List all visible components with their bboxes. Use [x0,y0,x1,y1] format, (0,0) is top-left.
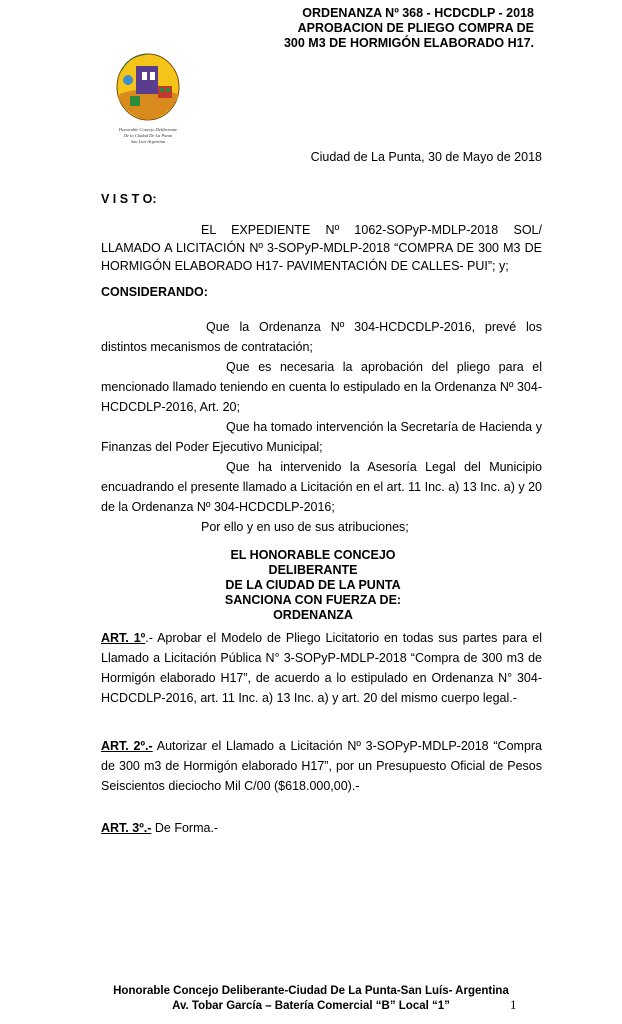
article-text: .- Aprobar el Modelo de Pliego Licitatorio en todas sus partes para el Llamado a Licitación Pública N° 3-SOPyP-MDLP-2018 “Compra de 300 m3 de Hormigón elaborado H17”, de acuerdo a lo estipulado en Ordenanza N° 304-HCDCDLP-2016, art. 11 Inc. a) 13 Inc. a) y art. 20 del mismo cuerpo legal.- [101,631,542,705]
article-text: Autorizar el Llamado a Licitación Nº 3-SOPyP-MDLP-2018 “Compra de 300 m3 de Hormigón elaborado H17”, por un Presupuesto Oficial de Pesos Seiscientos dieciocho Mil C/00 ($618.000,00).- [101,739,543,793]
article-3 [101,818,542,838]
sanciona-line: DE LA CIUDAD DE LA PUNTA [225,578,401,592]
council-logo [108,50,188,150]
considerando-paragraph: Que ha intervenido la Asesoría Legal del Municipio encuadrando el presente llamado a Licitación en el art. 11 Inc. a) 13 Inc. a) y 20 de la Ordenanza Nº 304-HCDCDLP-2016; [101,460,543,514]
considerando-paragraph: Por ello y en uso de sus atribuciones; [201,520,409,534]
article-label: ART. 2º.- [101,739,153,753]
sanciona-line: ORDENANZA [273,608,353,622]
sanciona-block [200,548,426,623]
footer-line2: Av. Tobar García – Batería Comercial “B” Local “1” [172,1000,450,1012]
place-date: Ciudad de La Punta, 30 de Mayo de 2018 [310,150,542,164]
sanciona-line: SANCIONA CON FUERZA DE: [224,593,402,607]
sanciona-line: EL HONORABLE CONCEJO DELIBERANTE [230,548,396,577]
logo-caption: Honorable Concejo Deliberante [118,127,178,132]
considerando-heading: CONSIDERANDO: [101,285,208,299]
council-emblem-icon [108,50,188,122]
considerando-paragraph: Que es necesaria la aprobación del pliego para el mencionado llamado teniendo en cuenta lo estipulado en la Ordenanza Nº 304-HCDCDLP-2016, Art. 20; [101,360,542,414]
article-2 [101,736,542,796]
article-label: ART. 3º.- [101,821,152,835]
logo-caption: San Luis Argentina [130,139,166,144]
visto-text: EL EXPEDIENTE Nº 1062-SOPyP-MDLP-2018 SOL/ LLAMADO A LICITACIÓN Nº 3-SOPyP-MDLP-2018 “COMPRA DE 300 M3 DE HORMIGÓN ELABORADO H17- PAVIMENTACIÓN DE CALLES- PUI”; y; [101,223,542,273]
article-1 [101,628,542,708]
article-text: De Forma.- [151,821,219,835]
ordinance-number: ORDENANZA Nº 368 - HCDCDLP - 2018 [302,6,534,20]
logo-caption: De la Ciudad De La Punta [123,133,173,138]
visto-heading: V I S T O: [101,192,157,206]
ordinance-subject-line1: APROBACION DE PLIEGO COMPRA DE [297,21,534,35]
considerando-body [101,317,542,537]
footer-line1: Honorable Concejo Deliberante-Ciudad De La Punta-San Luís- Argentina [113,985,509,997]
article-label: ART. 1º [101,631,146,645]
considerando-paragraph: Que la Ordenanza Nº 304-HCDCDLP-2016, prevé los distintos mecanismos de contratación; [101,320,542,354]
considerando-paragraph: Que ha tomado intervención la Secretaría de Hacienda y Finanzas del Poder Ejecutivo Municipal; [101,420,542,454]
page-number: 1 [510,997,517,1012]
ordinance-subject-line2: 300 M3 DE HORMIGÓN ELABORADO H17. [283,36,534,50]
